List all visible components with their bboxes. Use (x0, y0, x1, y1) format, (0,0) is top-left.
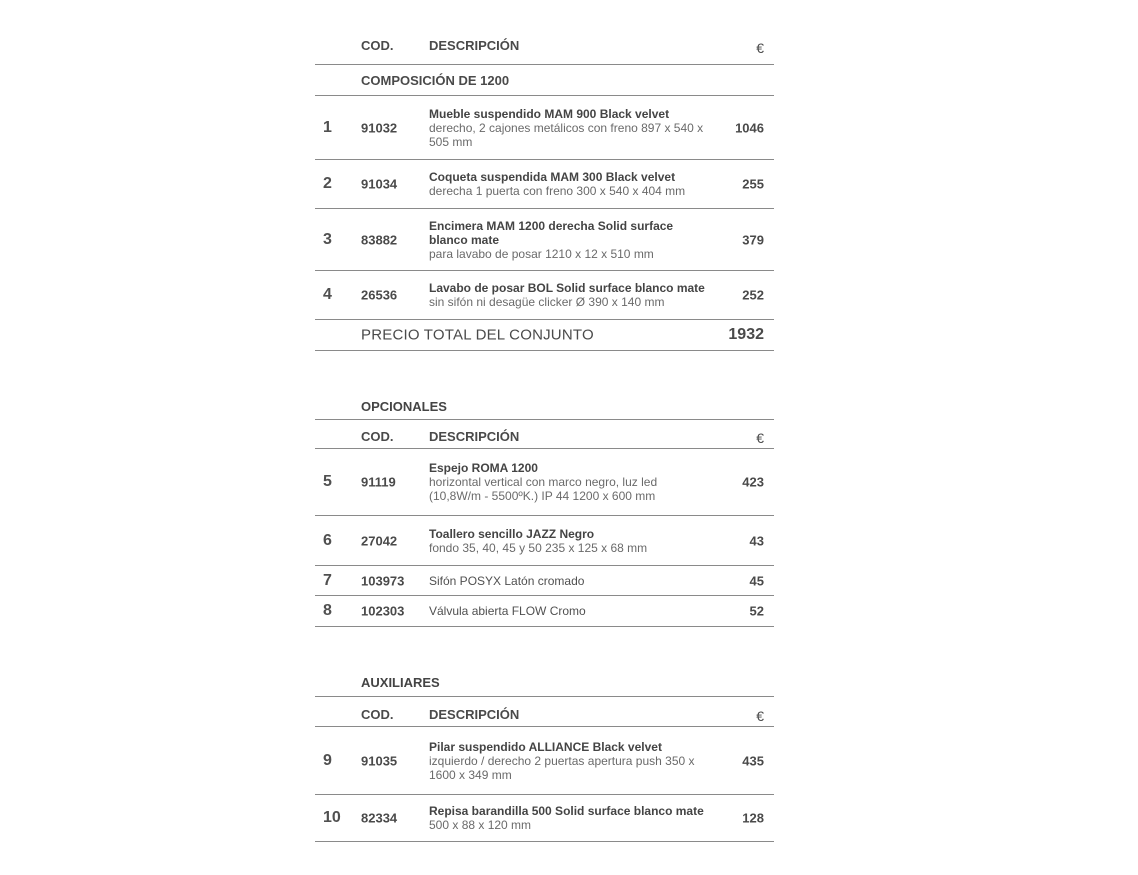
item-detail: izquierdo / derecho 2 puertas apertura push 350 x 1600 x 349 mm (429, 753, 695, 782)
item-number: 9 (323, 751, 332, 769)
table-row (315, 516, 774, 566)
table-row (315, 727, 774, 795)
item-price: 1046 (735, 120, 764, 135)
item-number: 4 (323, 286, 332, 303)
item-description (429, 740, 709, 782)
item-description (429, 804, 729, 832)
table-row (315, 566, 774, 596)
table-row (315, 96, 774, 160)
table-row (315, 160, 774, 209)
item-title: Encimera MAM 1200 derecha Solid surface blanco mate (429, 218, 674, 247)
column-header-cod: COD. (361, 38, 394, 53)
item-code: 26536 (361, 287, 398, 303)
total-value: 1932 (728, 326, 764, 343)
item-title: Válvula abierta FLOW Cromo (429, 604, 586, 618)
item-code: 91119 (361, 474, 396, 490)
item-description (429, 281, 729, 309)
auxiliares-table-header (315, 696, 774, 727)
item-price: 128 (742, 810, 764, 826)
composicion-table-header (315, 35, 774, 65)
item-number: 1 (323, 118, 332, 136)
column-header-cod: COD. (361, 707, 394, 722)
item-number: 7 (323, 571, 332, 589)
item-detail: fondo 35, 40, 45 y 50 235 x 125 x 68 mm (429, 540, 648, 555)
table-row (315, 209, 774, 271)
item-title: Repisa barandilla 500 Solid surface blanco mate (429, 804, 704, 818)
item-price: 379 (742, 232, 764, 247)
column-header-currency: € (756, 40, 764, 56)
item-detail: horizontal vertical con marco negro, luz led (10,8W/m - 5500ºK.) IP 44 1200 x 600 mm (429, 475, 658, 503)
item-title: Pilar suspendido ALLIANCE Black velvet (429, 739, 662, 754)
item-price: 45 (749, 573, 764, 588)
item-code: 83882 (361, 232, 398, 247)
column-header-descripcion: DESCRIPCIÓN (429, 429, 520, 444)
item-code: 91035 (361, 753, 398, 768)
item-detail: derecho, 2 cajones metálicos con freno 897 x 540 x 505 mm (429, 120, 704, 149)
column-header-descripcion: DESCRIPCIÓN (429, 707, 520, 722)
total-row (315, 320, 774, 351)
table-row (315, 271, 774, 320)
item-number: 2 (323, 175, 332, 192)
item-description (429, 461, 709, 503)
item-title: Sifón POSYX Latón cromado (429, 573, 585, 588)
item-description (429, 219, 679, 261)
composicion-title-row (315, 65, 774, 96)
column-header-currency: € (756, 708, 764, 724)
table-row (315, 596, 774, 627)
item-code: 102303 (361, 603, 405, 619)
item-code: 82334 (361, 810, 398, 826)
opcionales-table-header (315, 419, 774, 449)
item-detail: 500 x 88 x 120 mm (429, 818, 532, 832)
item-number: 8 (323, 602, 332, 619)
table-row (315, 795, 774, 842)
item-detail: sin sifón ni desagüe clicker Ø 390 x 140 mm (429, 295, 665, 309)
item-price: 423 (742, 474, 764, 490)
item-description (429, 170, 709, 198)
item-code: 27042 (361, 533, 398, 548)
item-number: 3 (323, 230, 332, 248)
item-code: 91032 (361, 120, 398, 135)
item-price: 435 (742, 753, 764, 768)
opcionales-title: OPCIONALES (361, 399, 447, 414)
table-row (315, 449, 774, 516)
item-number: 6 (323, 531, 332, 549)
item-number: 5 (323, 473, 332, 490)
total-label: PRECIO TOTAL DEL CONJUNTO (361, 326, 594, 344)
item-number: 10 (323, 809, 341, 826)
item-description (429, 107, 709, 149)
item-price: 43 (749, 533, 764, 548)
item-description (429, 527, 709, 555)
item-price: 255 (742, 176, 764, 192)
item-price: 52 (749, 603, 764, 619)
column-header-cod: COD. (361, 429, 394, 444)
item-description (429, 574, 709, 588)
item-title: Mueble suspendido MAM 900 Black velvet (429, 106, 670, 121)
column-header-currency: € (756, 430, 764, 446)
item-detail: para lavabo de posar 1210 x 12 x 510 mm (429, 246, 654, 261)
item-title: Toallero sencillo JAZZ Negro (429, 526, 595, 541)
item-title: Lavabo de posar BOL Solid surface blanco mate (429, 281, 705, 295)
item-detail: derecha 1 puerta con freno 300 x 540 x 404 mm (429, 184, 686, 198)
item-code: 103973 (361, 573, 405, 588)
item-code: 91034 (361, 176, 398, 192)
composicion-title: COMPOSICIÓN DE 1200 (361, 73, 510, 88)
auxiliares-title: AUXILIARES (361, 675, 440, 690)
item-title: Coqueta suspendida MAM 300 Black velvet (429, 170, 676, 184)
column-header-descripcion: DESCRIPCIÓN (429, 38, 520, 53)
item-title: Espejo ROMA 1200 (429, 461, 538, 475)
item-description (429, 604, 709, 618)
item-price: 252 (742, 287, 764, 303)
